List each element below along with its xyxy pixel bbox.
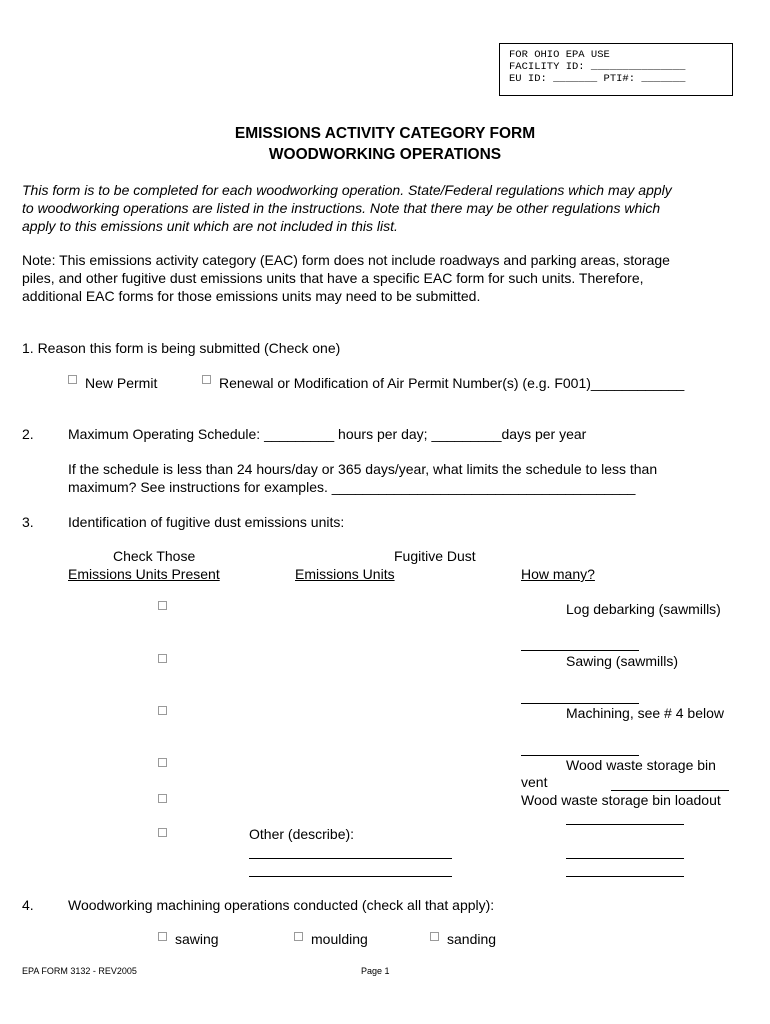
- other-checkbox[interactable]: [158, 828, 167, 837]
- log-debarking-checkbox[interactable]: [158, 601, 167, 610]
- col2-header-top: Fugitive Dust: [394, 548, 476, 564]
- machining-label: Machining, see # 4 below: [566, 705, 724, 721]
- q4-number: 4.: [22, 897, 34, 913]
- q2-number: 2.: [22, 426, 34, 442]
- log-debarking-count-line[interactable]: [521, 650, 639, 651]
- new-permit-label: New Permit: [85, 375, 158, 391]
- bin-loadout-checkbox[interactable]: [158, 794, 167, 803]
- note-line-3: additional EAC forms for those emissions units may need to be submitted.: [22, 288, 481, 304]
- facility-id-field[interactable]: FACILITY ID: _______________: [509, 61, 686, 73]
- bin-vent-label-cont: vent: [521, 774, 548, 790]
- other-count-line-2[interactable]: [566, 876, 684, 877]
- q2-text[interactable]: Maximum Operating Schedule: _________ hours per day; _________days per year: [68, 426, 587, 442]
- ohio-box-line1: FOR OHIO EPA USE: [509, 49, 610, 61]
- footer-form-id: EPA FORM 3132 - REV2005: [22, 966, 137, 976]
- q2-sub-line-1: If the schedule is less than 24 hours/day or 365 days/year, what limits the schedule to less than: [68, 461, 658, 477]
- q3-text: Identification of fugitive dust emissions units:: [68, 514, 345, 530]
- bin-vent-label: Wood waste storage bin: [566, 757, 716, 773]
- q4-text: Woodworking machining operations conducted (check all that apply):: [68, 897, 495, 913]
- sanding-op-checkbox[interactable]: [430, 932, 439, 941]
- other-describe-line-1[interactable]: [249, 858, 452, 859]
- intro-line-2: to woodworking operations are listed in the instructions. Note that there may be other regulations which: [22, 200, 661, 216]
- sawing-label: Sawing (sawmills): [566, 653, 679, 669]
- other-count-line-1[interactable]: [566, 858, 684, 859]
- sawing-op-checkbox[interactable]: [158, 932, 167, 941]
- q3-number: 3.: [22, 514, 34, 530]
- intro-line-1: This form is to be completed for each woodworking operation. State/Federal regulations which may apply: [22, 182, 672, 198]
- new-permit-checkbox[interactable]: [68, 375, 77, 384]
- note-line-2: piles, and other fugitive dust emissions units that have a specific EAC form for such units. Therefore,: [22, 270, 644, 286]
- col1-header-top: Check Those: [113, 548, 196, 564]
- renewal-checkbox[interactable]: [202, 375, 211, 384]
- col2-header: Emissions Units: [295, 566, 395, 582]
- log-debarking-label: Log debarking (sawmills): [566, 601, 721, 617]
- q1-text: 1. Reason this form is being submitted (Check one): [22, 340, 341, 356]
- eu-pti-field[interactable]: EU ID: _______ PTI#: _______: [509, 73, 686, 85]
- intro-line-3: apply to this emissions unit which are not included in this list.: [22, 218, 398, 234]
- col3-header: How many?: [521, 566, 595, 582]
- renewal-label[interactable]: Renewal or Modification of Air Permit Number(s) (e.g. F001)____________: [219, 375, 685, 391]
- q2-sub-line-2[interactable]: maximum? See instructions for examples. _______________________________________: [68, 479, 636, 495]
- moulding-op-checkbox[interactable]: [294, 932, 303, 941]
- machining-count-line[interactable]: [521, 755, 639, 756]
- sawing-checkbox[interactable]: [158, 654, 167, 663]
- bin-loadout-label: Wood waste storage bin loadout: [521, 792, 721, 808]
- form-subtitle: WOODWORKING OPERATIONS: [268, 146, 502, 163]
- other-describe-line-2[interactable]: [249, 876, 452, 877]
- footer-page-number: Page 1: [361, 966, 390, 976]
- other-label: Other (describe):: [249, 826, 355, 842]
- machining-checkbox[interactable]: [158, 706, 167, 715]
- bin-vent-checkbox[interactable]: [158, 758, 167, 767]
- moulding-op-label: moulding: [311, 931, 368, 947]
- sawing-count-line[interactable]: [521, 703, 639, 704]
- note-line-1: Note: This emissions activity category (EAC) form does not include roadways and parking areas, storage: [22, 252, 670, 268]
- col1-header: Emissions Units Present: [68, 566, 220, 582]
- bin-vent-count-line[interactable]: [611, 790, 729, 791]
- form-title: EMISSIONS ACTIVITY CATEGORY FORM: [234, 125, 536, 142]
- sanding-op-label: sanding: [447, 931, 497, 947]
- bin-loadout-count-line[interactable]: [566, 824, 684, 825]
- ohio-epa-use-box: [499, 43, 733, 96]
- sawing-op-label: sawing: [175, 931, 219, 947]
